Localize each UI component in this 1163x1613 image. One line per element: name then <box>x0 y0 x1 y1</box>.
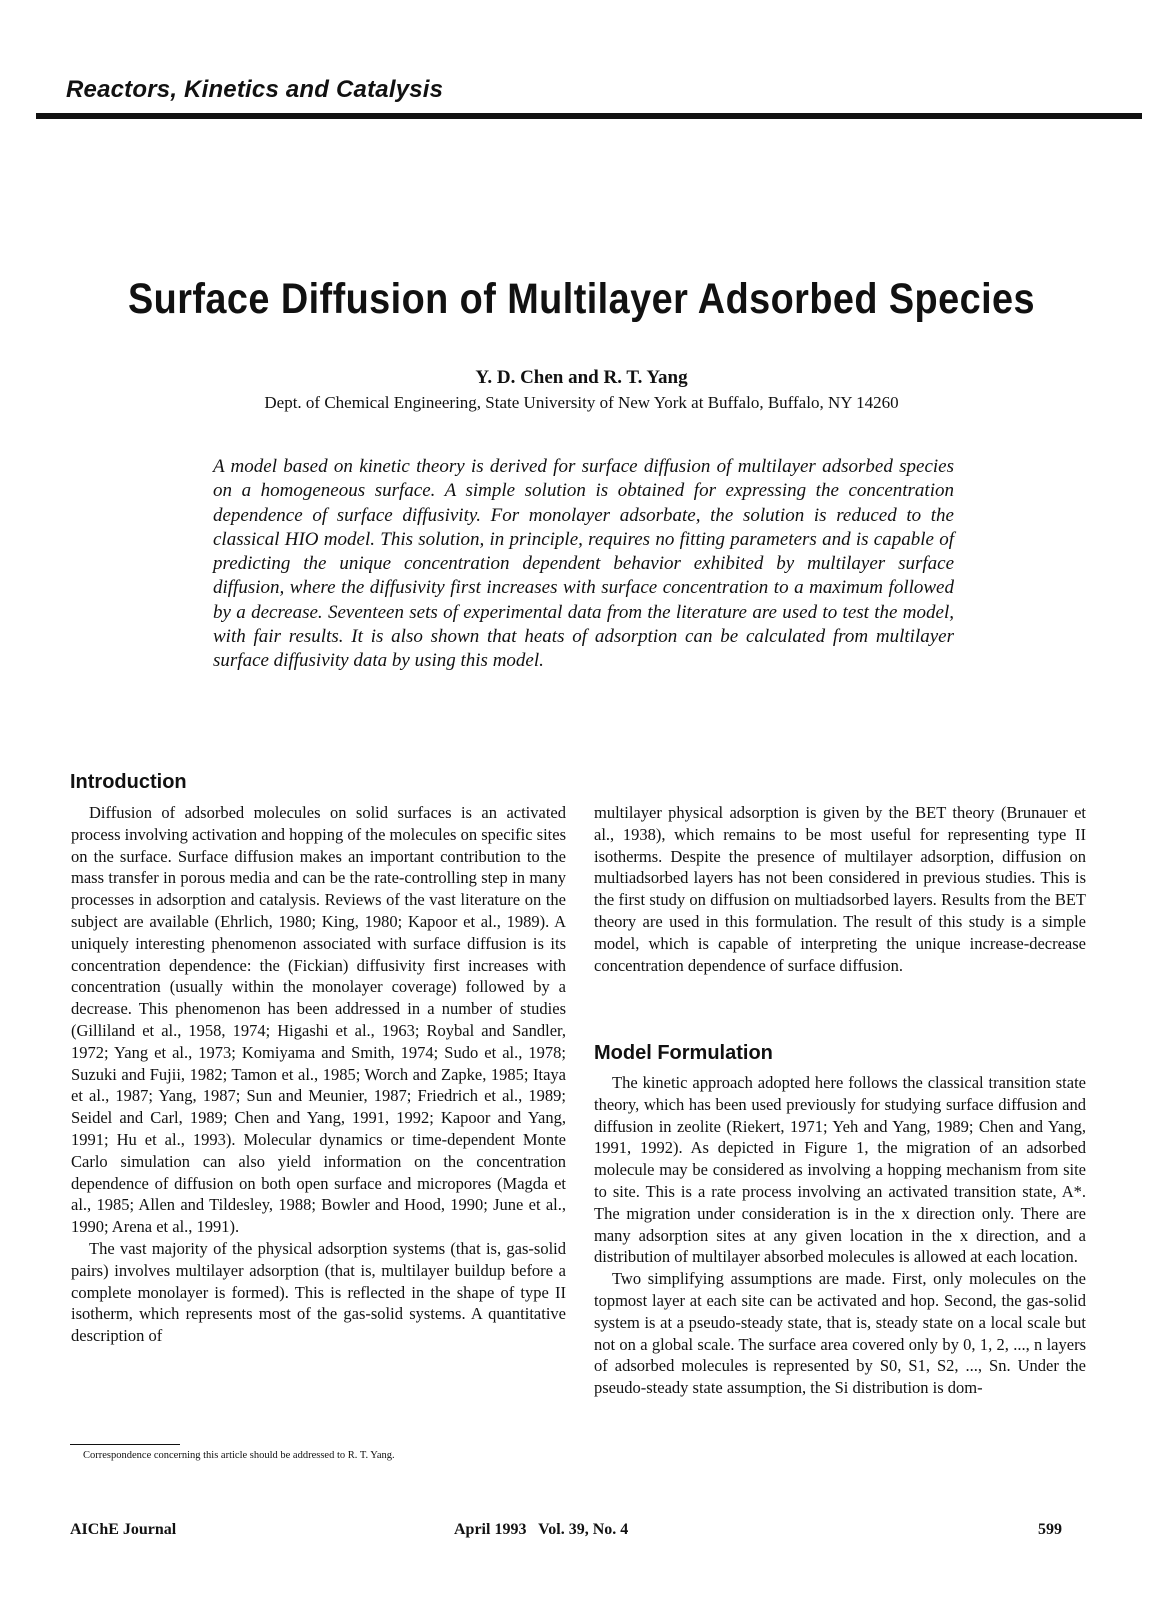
article-abstract: A model based on kinetic theory is derived for surface diffusion of multilayer adsorbed species on a homogeneous surface. A simple solution is obtained for expressing the concentration dependence of surface diffusivity. For monolayer adsorbate, the solution is reduced to the classical HIO model. This solution, in principle, requires no fitting parameters and is capable of predicting the unique concentration dependent behavior exhibited by multilayer surface diffusion, where the diffusivity first increases with surface concentration to a maximum followed by a decrease. Seventeen sets of experimental data from the literature are used to test the model, with fair results. It is also shown that heats of adsorption can be calculated from multilayer surface diffusivity data by using this model. <box>213 456 954 672</box>
introduction-heading: Introduction <box>70 771 187 793</box>
article-title: Surface Diffusion of Multilayer Adsorbed Species <box>127 275 1036 323</box>
section-header: Reactors, Kinetics and Catalysis <box>66 76 444 103</box>
introduction-paragraph-3: multilayer physical adsorption is given by the BET theory (Brunauer et al., 1938), which remains to be most useful for representing type II isotherms. Despite the presence of multilayer adsorption, diffusion on multiadsorbed layers has not been considered in previous studies. This is the first study on diffusion on multiadsorbed layers. Results from the BET theory are used in this formulation. The result of this study is a simple model, which is capable of interpreting the unique increase-decrease concentration dependence of surface diffusion. <box>594 803 1086 975</box>
right-column-top <box>594 802 1086 976</box>
footer-journal: AIChE Journal <box>70 1521 177 1538</box>
right-column-bottom <box>594 1072 1086 1399</box>
footnote-rule <box>70 1444 180 1445</box>
model-paragraph-2: Two simplifying assumptions are made. First, only molecules on the topmost layer at each site can be activated and hop. Second, the gas-solid system is at a pseudo-steady state, that is, steady state on a local scale but not on a global scale. The surface area covered only by 0, 1, 2, ..., n layers of adsorbed molecules is represented by S0, S1, S2, ..., Sn. Under the pseudo-steady state assumption, the Si distribution is dom- <box>594 1269 1086 1398</box>
model-paragraph-1: The kinetic approach adopted here follows the classical transition state theory, which has been used previously for studying surface diffusion and diffusion in zeolite (Riekert, 1971; Yeh and Yang, 1989; Chen and Yang, 1991, 1992). As depicted in Figure 1, the migration of an adsorbed molecule may be considered as involving a hopping mechanism from site to site. This is a rate process involving an activated transition state, A*. The migration under consideration is in the x direction only. There are many adsorption sites at any given location in the x direction, and a distribution of multilayer absorbed molecules is allowed at each location. <box>594 1073 1086 1267</box>
introduction-paragraph-2: The vast majority of the physical adsorption systems (that is, gas-solid pairs) involves multilayer adsorption (that is, multilayer buildup before a complete monolayer is formed). This is reflected in the shape of type II isotherm, which represents most of the gas-solid systems. A quantitative description of <box>71 1238 566 1346</box>
header-rule <box>36 113 1142 119</box>
left-column <box>71 802 566 1347</box>
footer-page-number: 599 <box>1038 1521 1062 1538</box>
article-authors: Y. D. Chen and R. T. Yang <box>475 367 688 388</box>
footer-issue: April 1993 Vol. 39, No. 4 <box>454 1521 629 1538</box>
footnote: Correspondence concerning this article should be addressed to R. T. Yang. <box>83 1450 395 1461</box>
introduction-paragraph-1: Diffusion of adsorbed molecules on solid surfaces is an activated process involving activation and hopping of the molecules on specific sites on the surface. Surface diffusion makes an important contribution to the mass transfer in porous media and can be the rate-controlling step in many processes in adsorption and catalysis. Reviews of the vast literature on the subject are available (Ehrlich, 1980; King, 1980; Kapoor et al., 1989). A uniquely interesting phenomenon associated with surface diffusion is its concentration dependence: the (Fickian) diffusivity first increases with concentration (usually within the monolayer coverage) followed by a decrease. This phenomenon has been addressed in a number of studies (Gilliland et al., 1958, 1974; Higashi et al., 1963; Roybal and Sandler, 1972; Yang et al., 1973; Komiyama and Smith, 1974; Sudo et al., 1978; Suzuki and Fujii, 1982; Tamon et al., 1985; Worch and Zapke, 1985; Itaya et al., 1987; Yang, 1987; Sun and Meunier, 1987; Friedrich et al., 1989; Seidel and Carl, 1989; Chen and Yang, 1991, 1992; Kapoor and Yang, 1991; Hu et al., 1993). Molecular dynamics or time-dependent Monte Carlo simulation can also yield information on the concentration dependence of diffusion on both open surface and micropores (Magda et al., 1985; Allen and Tildesley, 1988; Bowler and Hood, 1990; June et al., 1990; Arena et al., 1991). <box>71 803 566 1237</box>
model-formulation-heading: Model Formulation <box>594 1042 773 1064</box>
article-affiliation: Dept. of Chemical Engineering, State University of New York at Buffalo, Buffalo, NY 14260 <box>264 393 899 412</box>
